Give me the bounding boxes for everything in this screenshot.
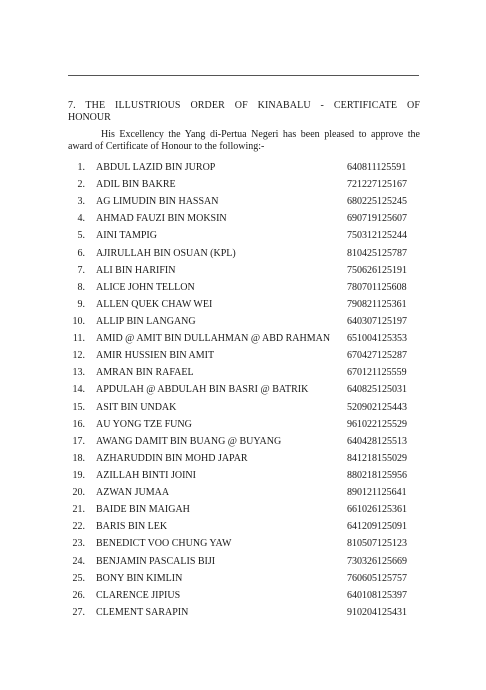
list-item-number: 12. (72, 350, 85, 362)
list-item (0, 501, 486, 518)
section-heading-continuation: HONOUR (68, 112, 111, 123)
recipient-ic-number: 810425125787 (347, 247, 407, 259)
list-item (0, 176, 486, 193)
recipient-ic-number: 690719125607 (347, 213, 407, 225)
list-item-number: 13. (72, 367, 85, 379)
recipient-ic-number: 780701125608 (347, 281, 407, 293)
list-item (0, 450, 486, 467)
recipient-name: AINI TAMPIG (96, 230, 157, 242)
list-item-number: 22. (72, 521, 85, 533)
recipient-ic-number: 790821125361 (347, 298, 407, 310)
list-item (0, 210, 486, 227)
list-item (0, 313, 486, 330)
recipient-name: ALI BIN HARIFIN (96, 264, 176, 276)
list-item (0, 433, 486, 450)
recipient-name: BAIDE BIN MAIGAH (96, 504, 190, 516)
recipient-name: ADIL BIN BAKRE (96, 179, 176, 191)
recipient-name: APDULAH @ ABDULAH BIN BASRI @ BATRIK (96, 384, 309, 396)
list-item-number: 3. (77, 196, 85, 208)
list-item-number: 14. (72, 384, 85, 396)
list-item (0, 330, 486, 347)
list-item (0, 553, 486, 570)
list-item-number: 17. (72, 435, 85, 447)
recipient-ic-number: 760605125757 (347, 572, 407, 584)
list-item-number: 15. (72, 401, 85, 413)
recipient-ic-number: 730326125669 (347, 555, 407, 567)
recipient-name: AWANG DAMIT BIN BUANG @ BUYANG (96, 435, 282, 447)
list-item-number: 6. (77, 247, 85, 259)
list-item-number: 20. (72, 487, 85, 499)
recipient-ic-number: 640811125591 (347, 162, 407, 173)
list-item (0, 364, 486, 381)
recipient-name: ALLIP BIN LANGANG (96, 315, 196, 327)
recipient-ic-number: 670427125287 (347, 350, 407, 362)
recipient-name: AU YONG TZE FUNG (96, 418, 192, 430)
recipient-name: ABDUL LAZID BIN JUROP (96, 162, 216, 173)
list-item-number: 10. (72, 315, 85, 327)
list-item-number: 25. (72, 572, 85, 584)
section-heading: 7. THE ILLUSTRIOUS ORDER OF KINABALU - CERTIFICATE OF (68, 100, 420, 111)
list-item-number: 18. (72, 452, 85, 464)
recipient-ic-number: 880218125956 (347, 469, 407, 481)
list-item-number: 11. (72, 333, 85, 345)
list-item-number: 2. (77, 179, 85, 191)
recipient-ic-number: 890121125641 (347, 487, 407, 499)
list-item-number: 27. (72, 606, 85, 618)
recipient-ic-number: 721227125167 (347, 179, 407, 191)
list-item (0, 467, 486, 484)
recipient-ic-number: 640307125197 (347, 315, 407, 327)
recipient-ic-number: 961022125529 (347, 418, 407, 430)
recipient-ic-number: 520902125443 (347, 401, 407, 413)
list-item (0, 570, 486, 587)
list-item (0, 347, 486, 364)
recipient-ic-number: 841218155029 (347, 452, 407, 464)
recipient-ic-number: 680225125245 (347, 196, 407, 208)
list-item (0, 381, 486, 398)
recipient-name: AG LIMUDIN BIN HASSAN (96, 196, 219, 208)
recipient-ic-number: 670121125559 (347, 367, 407, 379)
recipient-name: AZHARUDDIN BIN MOHD JAPAR (96, 452, 248, 464)
recipient-name: BENEDICT VOO CHUNG YAW (96, 538, 232, 550)
recipient-ic-number: 640825125031 (347, 384, 407, 396)
recipient-ic-number: 750312125244 (347, 230, 407, 242)
recipient-name: CLARENCE JIPIUS (96, 589, 181, 601)
top-divider-rule (68, 75, 419, 76)
recipient-name: AMRAN BIN RAFAEL (96, 367, 194, 379)
intro-line-1: His Excellency the Yang di-Pertua Negeri has been pleased to approve the (101, 129, 420, 140)
list-item-number: 23. (72, 538, 85, 550)
recipient-name: AMID @ AMIT BIN DULLAHMAN @ ABD RAHMAN (96, 333, 331, 345)
list-item-number: 26. (72, 589, 85, 601)
recipient-name: BARIS BIN LEK (96, 521, 168, 533)
list-item (0, 279, 486, 296)
recipient-name: AZILLAH BINTI JOINI (96, 469, 196, 481)
recipient-ic-number: 910204125431 (347, 606, 407, 618)
recipient-ic-number: 641209125091 (347, 521, 407, 533)
list-item (0, 159, 486, 176)
list-item-number: 7. (77, 264, 85, 276)
recipient-name: AZWAN JUMAA (96, 487, 170, 499)
list-item (0, 262, 486, 279)
list-item (0, 518, 486, 535)
list-item-number: 8. (77, 281, 85, 293)
recipient-name: BENJAMIN PASCALIS BIJI (96, 555, 216, 567)
list-item-number: 21. (72, 504, 85, 516)
list-item-number: 9. (77, 298, 85, 310)
recipient-name: CLEMENT SARAPIN (96, 606, 189, 618)
list-item (0, 604, 486, 621)
list-item (0, 535, 486, 552)
list-item (0, 587, 486, 604)
intro-line-2: award of Certificate of Honour to the following:- (68, 141, 265, 152)
recipient-name: BONY BIN KIMLIN (96, 572, 183, 584)
list-item (0, 227, 486, 244)
recipient-name: AMIR HUSSIEN BIN AMIT (96, 350, 215, 362)
recipient-ic-number: 661026125361 (347, 504, 407, 516)
list-item-number: 4. (77, 213, 85, 225)
list-item-number: 19. (72, 469, 85, 481)
recipient-ic-number: 640428125513 (347, 435, 407, 447)
recipient-name: ASIT BIN UNDAK (96, 401, 177, 413)
list-item-number: 24. (72, 555, 85, 567)
list-item (0, 296, 486, 313)
list-item (0, 416, 486, 433)
recipient-name: AHMAD FAUZI BIN MOKSIN (96, 213, 227, 225)
recipient-name: AJIRULLAH BIN OSUAN (KPL) (96, 247, 236, 259)
recipient-name: ALICE JOHN TELLON (96, 281, 195, 293)
list-item (0, 245, 486, 262)
recipient-ic-number: 640108125397 (347, 589, 407, 601)
recipient-ic-number: 810507125123 (347, 538, 407, 550)
recipient-name: ALLEN QUEK CHAW WEI (96, 298, 213, 310)
recipient-list (0, 159, 486, 621)
recipient-ic-number: 750626125191 (347, 264, 407, 276)
list-item (0, 399, 486, 416)
list-item-number: 16. (72, 418, 85, 430)
list-item (0, 484, 486, 501)
intro-paragraph (68, 129, 420, 153)
list-item-number: 1. (77, 162, 85, 173)
recipient-ic-number: 651004125353 (347, 333, 407, 345)
list-item (0, 193, 486, 210)
list-item-number: 5. (77, 230, 85, 242)
